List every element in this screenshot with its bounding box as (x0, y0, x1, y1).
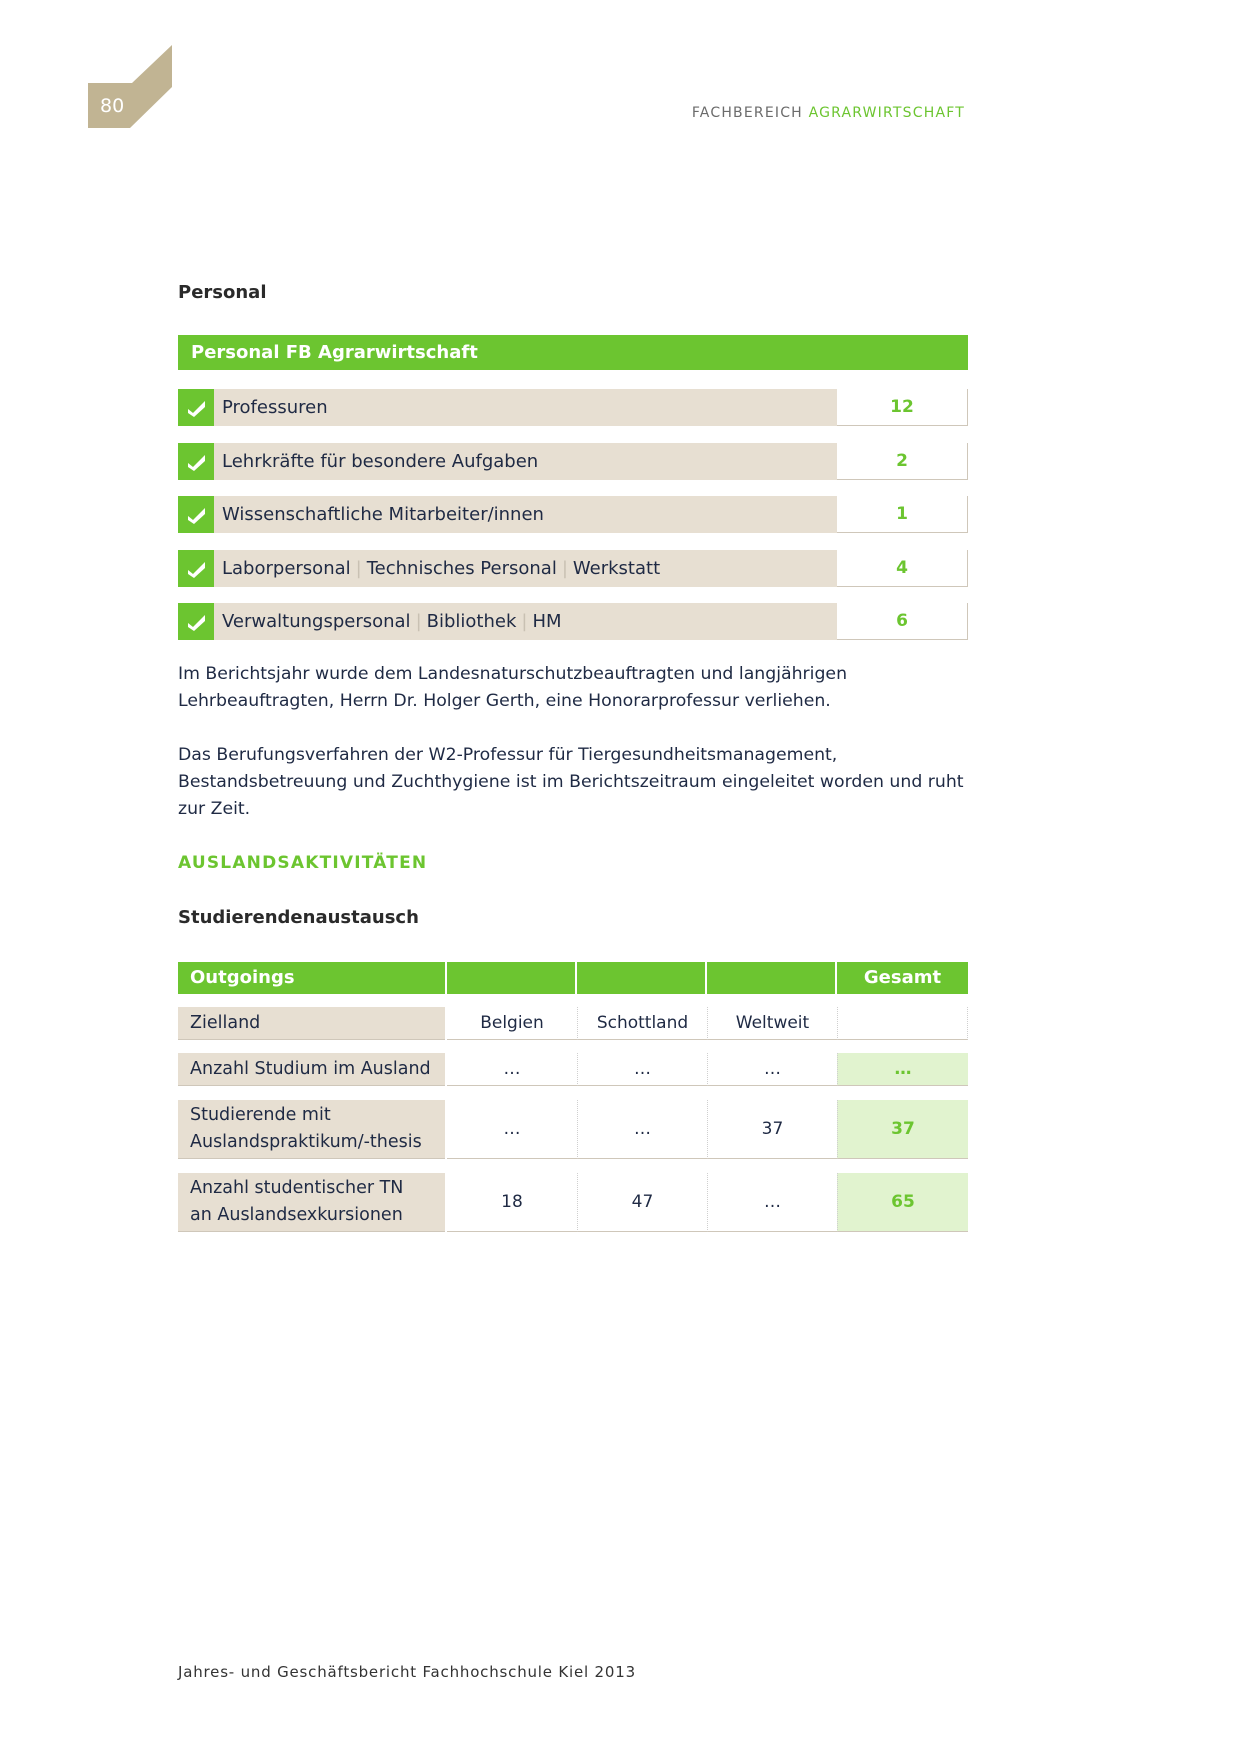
outgoings-header-cell (577, 962, 705, 994)
personal-row-label (214, 496, 837, 533)
personal-row-label (214, 389, 837, 426)
personal-row-value: 12 (837, 389, 968, 426)
outgoings-header-cell (707, 962, 835, 994)
check-icon (178, 496, 214, 533)
separator: | (415, 611, 422, 632)
outgoings-value-cell: … (447, 1100, 577, 1159)
separator: | (561, 558, 568, 579)
separator: | (355, 558, 362, 579)
outgoings-value-cell: 18 (447, 1173, 577, 1232)
check-icon (178, 389, 214, 426)
outgoings-value-cell: … (577, 1053, 707, 1086)
personal-row-part: Lehrkräfte für besondere Aufgaben (222, 451, 539, 472)
section-title-auslandsaktivitaeten: AUSLANDSAKTIVITÄTEN (178, 853, 428, 873)
country-schottland: Schottland (577, 1007, 707, 1040)
personal-row (178, 603, 968, 640)
outgoings-value-cell: 47 (577, 1173, 707, 1232)
outgoings-value-cell: 37 (707, 1100, 837, 1159)
personal-row-value: 4 (837, 550, 968, 587)
personal-row (178, 389, 968, 426)
check-icon (178, 603, 214, 640)
outgoings-row-label-line: Anzahl Studium im Ausland (190, 1058, 431, 1079)
zielland-label: Zielland (178, 1007, 445, 1040)
personal-row-label (214, 603, 837, 640)
paragraph-berufungsverfahren: Das Berufungsverfahren der W2-Professur für Tiergesundheitsmanagement, Bestandsbetreuung und Zuchthygiene ist im Berichtszeitraum eingeleitet worden und ruht zur Zeit. (178, 745, 964, 819)
personal-row-part: Wissenschaftliche Mitarbeiter/innen (222, 504, 544, 525)
header-highlight: AGRARWIRTSCHAFT (808, 105, 965, 121)
personal-row-part: Professuren (222, 397, 328, 418)
outgoings-header-label: Outgoings (178, 962, 445, 994)
outgoings-total-cell: … (837, 1053, 968, 1086)
country-weltweit: Weltweit (707, 1007, 837, 1040)
personal-row-part: Laborpersonal (222, 558, 351, 579)
personal-row-part: Bibliothek (426, 611, 517, 632)
page-number: 80 (100, 95, 125, 117)
outgoings-total-cell: 65 (837, 1173, 968, 1232)
sub-heading-studierendenaustausch: Studierendenaustausch (178, 907, 419, 928)
outgoings-row-label (178, 1100, 445, 1159)
check-icon (178, 443, 214, 480)
personal-row (178, 550, 968, 587)
outgoings-row-label-line: Studierende mit (190, 1105, 331, 1125)
country-belgien: Belgien (447, 1007, 577, 1040)
personal-row-value: 6 (837, 603, 968, 640)
outgoings-row-label-line: an Auslandsexkursionen (190, 1205, 403, 1225)
paragraph-honorarprofessur: Im Berichtsjahr wurde dem Landesnaturschutzbeauftragten und langjährigen Lehrbeauftragten, Herrn Dr. Holger Gerth, eine Honorarprofessur verliehen. (178, 664, 848, 711)
outgoings-header-cell (447, 962, 575, 994)
outgoings-row-label-line: Auslandspraktikum/-thesis (190, 1132, 422, 1152)
outgoings-row-label (178, 1173, 445, 1232)
outgoings-value-cell: … (707, 1173, 837, 1232)
outgoings-row-label (178, 1053, 445, 1086)
personal-row-part: HM (532, 611, 562, 632)
personal-row-part: Verwaltungspersonal (222, 611, 411, 632)
personal-row (178, 443, 968, 480)
personal-row-part: Werkstatt (572, 558, 661, 579)
personal-heading: Personal (178, 282, 267, 303)
personal-row-label (214, 443, 837, 480)
footer: Jahres- und Geschäftsbericht Fachhochschule Kiel 2013 (178, 1663, 636, 1681)
separator: | (521, 611, 528, 632)
outgoings-total-cell: 37 (837, 1100, 968, 1159)
personal-row (178, 496, 968, 533)
check-icon (178, 550, 214, 587)
personal-row-value: 2 (837, 443, 968, 480)
personal-row-value: 1 (837, 496, 968, 533)
outgoings-row-label-line: Anzahl studentischer TN (190, 1178, 404, 1198)
personal-row-part: Technisches Personal (366, 558, 557, 579)
header-prefix: FACHBEREICH (691, 105, 803, 121)
outgoings-value-cell: … (447, 1053, 577, 1086)
outgoings-value-cell: … (707, 1053, 837, 1086)
outgoings-header-total: Gesamt (837, 962, 968, 994)
running-header (692, 105, 965, 121)
personal-table-title: Personal FB Agrarwirtschaft (178, 335, 968, 370)
personal-row-label (214, 550, 837, 587)
outgoings-value-cell: … (577, 1100, 707, 1159)
zielland-total-cell (837, 1007, 968, 1040)
